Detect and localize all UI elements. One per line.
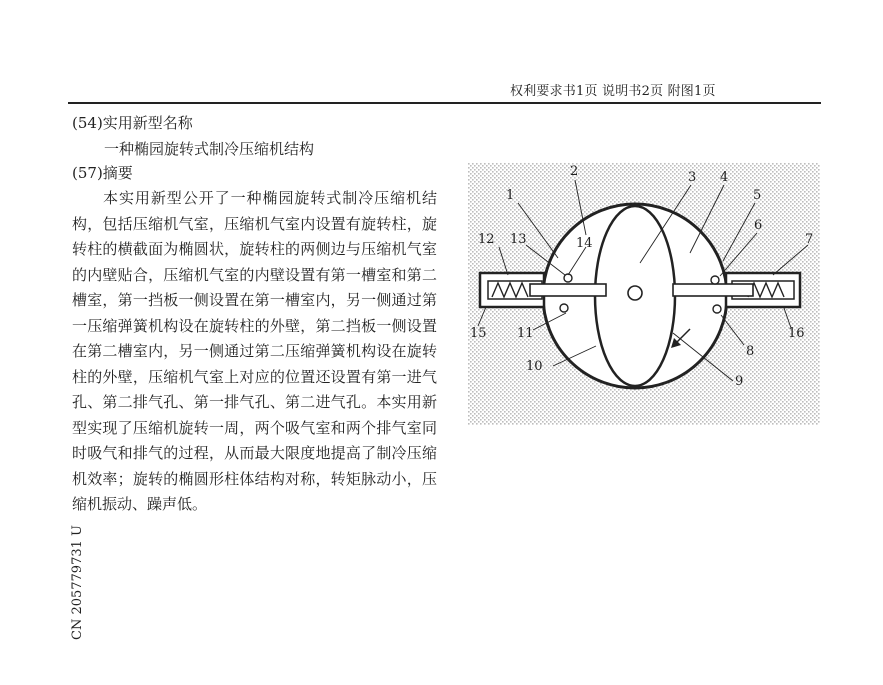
section-54-label: (54)实用新型名称 xyxy=(72,114,193,132)
document-id-vertical: CN 205779731 U xyxy=(70,525,85,640)
header-rule xyxy=(68,102,821,104)
callout-5: 5 xyxy=(753,188,762,203)
left-baffle xyxy=(530,284,606,296)
header-page-counts: 权利要求书1页 说明书2页 附图1页 xyxy=(510,84,716,99)
callout-10: 10 xyxy=(526,359,543,374)
callout-3: 3 xyxy=(688,170,697,185)
callout-7: 7 xyxy=(805,232,814,247)
patent-figure xyxy=(468,163,820,425)
utility-model-title: 一种椭园旋转式制冷压缩机结构 xyxy=(104,140,315,158)
callout-4: 4 xyxy=(720,170,729,185)
callout-2: 2 xyxy=(570,164,579,179)
callout-9: 9 xyxy=(735,374,744,389)
callout-1: 1 xyxy=(506,188,515,203)
left-lower-port xyxy=(560,304,568,312)
left-upper-port xyxy=(564,274,572,282)
callout-11: 11 xyxy=(517,326,534,341)
callout-14: 14 xyxy=(576,236,593,251)
callout-15: 15 xyxy=(470,326,487,341)
callout-6: 6 xyxy=(754,218,763,233)
callout-16: 16 xyxy=(788,326,805,341)
rotor-shaft xyxy=(628,286,642,300)
callout-12: 12 xyxy=(478,232,495,247)
section-57-label: (57)摘要 xyxy=(72,164,133,182)
callout-8: 8 xyxy=(746,344,755,359)
callout-13: 13 xyxy=(510,232,527,247)
right-upper-port xyxy=(711,276,719,284)
abstract-text: 本实用新型公开了一种椭园旋转式制冷压缩机结构，包括压缩机气室，压缩机气室内设置有旋转柱，旋转柱的横截面为椭圆状，旋转柱的两侧边与压缩机气室的内壁贴合，压缩机气室的内壁设置有第一槽室和第二槽室，第一挡板一侧设置在第一槽室内，另一侧通过第一压缩弹簧机构设在旋转柱的外壁，第二挡板一侧设置在第二槽室内，另一侧通过第二压缩弹簧机构设在旋转柱的外壁，压缩机气室上对应的位置还设置有第一进气孔、第二排气孔、第一排气孔、第二进气孔。本实用新型实现了压缩机旋转一周，两个吸气室和两个排气室同时吸气和排气的过程，从而最大限度地提高了制冷压缩机效率；旋转的椭圆形柱体结构对称，转矩脉动小，压缩机振动、躁声低。 xyxy=(72,189,437,513)
right-baffle xyxy=(673,284,753,296)
right-lower-port xyxy=(713,305,721,313)
